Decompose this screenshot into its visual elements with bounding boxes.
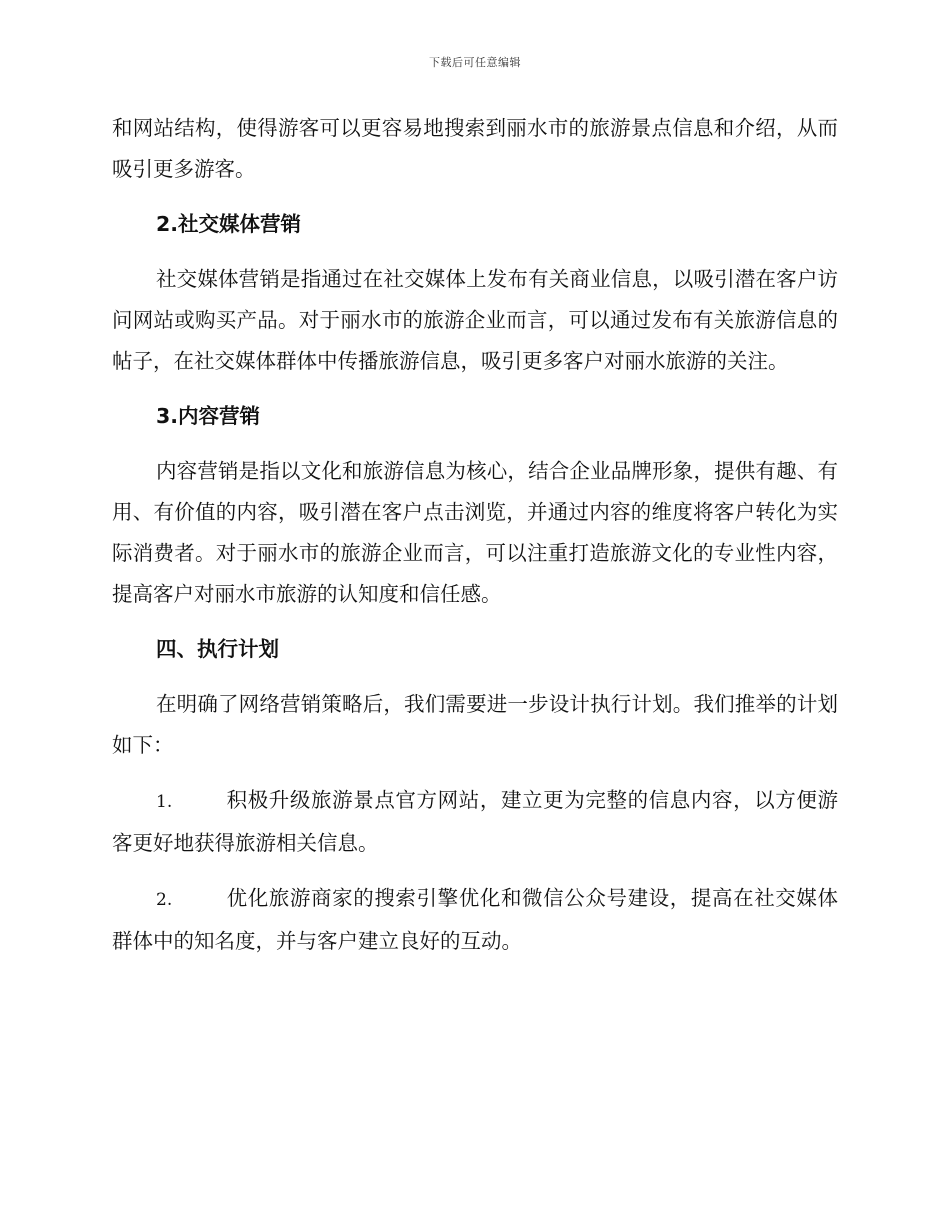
paragraph-execution-plan: 在明确了网络营销策略后，我们需要进一步设计执行计划。我们推举的计划如下： [112, 692, 838, 757]
list-item-text: 积极升级旅游景点官方网站，建立更为完整的信息内容，以方便游客更好地获得旅游相关信息。 [112, 788, 838, 855]
list-item-text: 优化旅游商家的搜索引擎优化和微信公众号建设，提高在社交媒体群体中的知名度，并与客户建立良好的互动。 [112, 886, 838, 953]
heading-execution-plan: 四、执行计划 [156, 637, 279, 661]
paragraph-social-media-marketing: 社交媒体营销是指通过在社交媒体上发布有关商业信息，以吸引潜在客户访问网站或购买产品。对于丽水市的旅游企业而言，可以通过发布有关旅游信息的帖子，在社交媒体群体中传播旅游信息，吸引更多客户对丽水旅游的关注。 [112, 267, 838, 373]
page-header: 下载后可任意编辑 [429, 56, 521, 69]
paragraph-continuation: 和网站结构，使得游客可以更容易地搜索到丽水市的旅游景点信息和介绍，从而吸引更多游客。 [112, 116, 838, 181]
list-item [112, 780, 838, 864]
paragraph-content-marketing: 内容营销是指以文化和旅游信息为核心，结合企业品牌形象，提供有趣、有用、有价值的内容，吸引潜在客户点击浏览，并通过内容的维度将客户转化为实际消费者。对于丽水市的旅游企业而言，可以注重打造旅游文化的专业性内容，提高客户对丽水市旅游的认知度和信任感。 [112, 459, 838, 606]
document-body [112, 108, 838, 976]
list-number: 2. [156, 890, 173, 910]
list-number: 1. [156, 792, 173, 812]
heading-social-media-marketing: 2.社交媒体营销 [156, 212, 302, 236]
heading-content-marketing: 3.内容营销 [156, 404, 261, 428]
list-item [112, 878, 838, 962]
